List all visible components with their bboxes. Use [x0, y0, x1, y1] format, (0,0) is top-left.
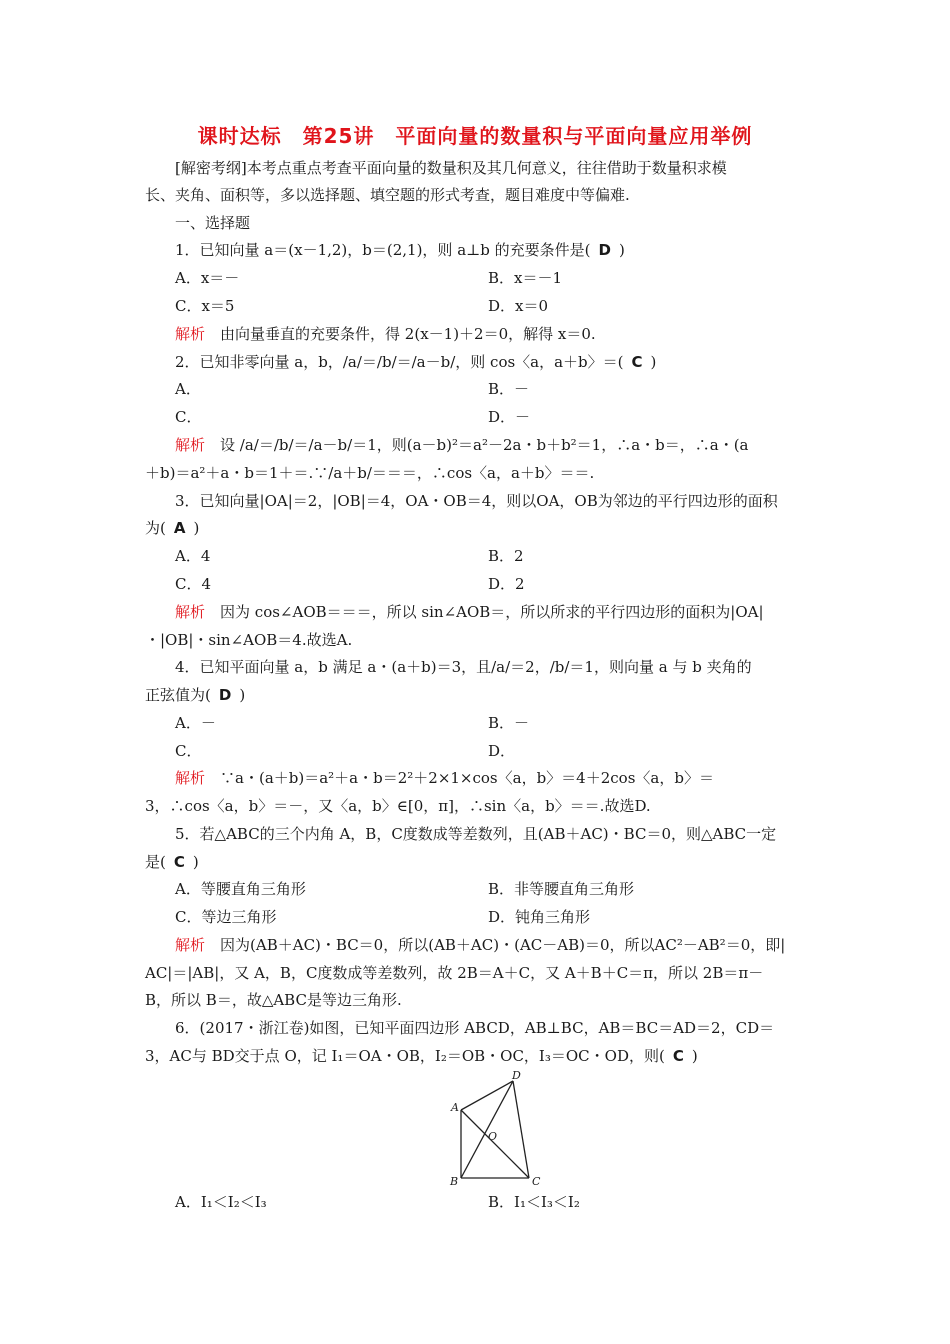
question-3-stem-line-1: 3．已知向量|OA|＝2，|OB|＝4，OA・OB＝4，则以OA，OB为邻边的平行四边形的面积: [175, 492, 778, 510]
q4-analysis: [175, 768, 714, 788]
section-heading: 一、选择题: [175, 214, 251, 232]
q2-option-b: B．－: [488, 380, 530, 398]
edge-dc: [513, 1081, 529, 1178]
q2-analysis: [175, 435, 749, 455]
question-1-text: 1．已知向量 a＝(x－1,2)，b＝(2,1)，则 a⊥b 的充要条件是(: [175, 241, 591, 259]
question-5-paren: ): [192, 853, 199, 871]
question-2-answer: C: [631, 353, 643, 371]
q1-analysis-text: 由向量垂直的充要条件，得 2(x－1)＋2＝0，解得 x＝0.: [220, 325, 596, 343]
question-3-paren: ): [193, 519, 200, 537]
analysis-label: 解析: [175, 769, 206, 787]
question-6-stem-line-2: [145, 1046, 698, 1066]
question-4-stem-line-2: [145, 685, 245, 705]
q4-analysis-line-1: ∵a・(a＋b)＝a²＋a・b＝2²＋2×1×cos〈a，b〉＝4＋2cos〈a，b〉＝: [220, 769, 714, 787]
q2-analysis-line-1: 设 /a/＝/b/＝/a－b/＝1，则(a－b)²＝a²－2a・b＋b²＝1，∴a・b＝，∴a・(a: [220, 436, 749, 454]
question-3-answer: A: [173, 519, 186, 537]
question-5-stem-line-1: 5．若△ABC的三个内角 A，B，C度数成等差数列，且(AB＋AC)・BC＝0，则△ABC一定: [175, 825, 777, 843]
q1-option-c: C．x＝5: [175, 297, 235, 315]
question-4-answer: D: [218, 686, 232, 704]
question-6-stem-line-1: 6．(2017・浙江卷)如图，已知平面四边形 ABCD，AB⊥BC，AB＝BC＝AD＝2，CD＝: [175, 1019, 775, 1037]
q5-analysis: [175, 935, 785, 955]
analysis-label: 解析: [175, 936, 206, 954]
question-2-text: 2．已知非零向量 a，b，/a/＝/b/＝/a－b/，则 cos〈a，a＋b〉＝(: [175, 353, 624, 371]
q5-option-d: D．钝角三角形: [488, 908, 591, 926]
q4-option-c: C．: [175, 742, 202, 760]
question-3-stem-line-2: [145, 518, 199, 538]
q3-analysis-line-2: ・|OB|・sin∠AOB＝4.故选A.: [145, 631, 353, 649]
question-4-paren: ): [239, 686, 246, 704]
diagonal-ac: [461, 1110, 529, 1178]
q3-option-b: B．2: [488, 547, 524, 565]
question-2-paren: ): [650, 353, 657, 371]
q5-option-b: B．非等腰直角三角形: [488, 880, 635, 898]
question-4-stem-line-1: 4．已知平面向量 a，b 满足 a・(a＋b)＝3，且/a/＝2，/b/＝1，则向量 a 与 b 夹角的: [175, 658, 752, 676]
intro-line-1: [解密考纲]本考点重点考查平面向量的数量积及其几何意义，往往借助于数量积求模: [175, 159, 727, 177]
question-6-paren: ): [691, 1047, 698, 1065]
intro-line-2: 长、夹角、面积等，多以选择题、填空题的形式考查，题目难度中等偏难.: [145, 186, 630, 204]
q1-analysis: [175, 324, 596, 344]
q3-option-a: A．4: [175, 547, 211, 565]
q4-option-a: A．－: [175, 714, 216, 732]
q2-option-d: D．－: [488, 408, 531, 426]
question-2-stem: [175, 352, 656, 372]
q5-analysis-line-3: B，所以 B＝，故△ABC是等边三角形.: [145, 991, 402, 1009]
q3-analysis-line-1: 因为 cos∠AOB＝＝＝，所以 sin∠AOB＝，所以所求的平行四边形的面积为|OA|: [220, 603, 764, 621]
label-o: O: [488, 1130, 498, 1143]
label-c: C: [532, 1175, 541, 1188]
q6-option-b: B．I₁＜I₃＜I₂: [488, 1193, 580, 1211]
quadrilateral-figure: [440, 1068, 550, 1190]
q2-option-c: C．: [175, 408, 202, 426]
q3-option-c: C．4: [175, 575, 212, 593]
q2-analysis-line-2: ＋b)＝a²＋a・b＝1＋＝.∵/a＋b/＝＝＝，∴cos〈a，a＋b〉＝＝.: [145, 464, 595, 482]
q5-option-a: A．等腰直角三角形: [175, 880, 306, 898]
q3-analysis: [175, 602, 764, 622]
q1-option-a: A．x＝－: [175, 269, 240, 287]
q3-option-d: D．2: [488, 575, 525, 593]
question-4-text: 正弦值为(: [145, 686, 211, 704]
page-title: 课时达标 第25讲 平面向量的数量积与平面向量应用举例: [197, 124, 753, 148]
label-d: D: [512, 1069, 521, 1082]
q4-option-b: B．－: [488, 714, 530, 732]
question-5-stem-line-2: [145, 852, 199, 872]
question-5-answer: C: [173, 853, 185, 871]
analysis-label: 解析: [175, 325, 206, 343]
question-5-text: 是(: [145, 853, 166, 871]
q1-option-d: D．x＝0: [488, 297, 549, 315]
question-1-paren: ): [618, 241, 625, 259]
label-a: A: [451, 1101, 459, 1114]
label-b: B: [450, 1175, 459, 1188]
q5-analysis-line-1: 因为(AB＋AC)・BC＝0，所以(AB＋AC)・(AC－AB)＝0，所以AC²－AB²＝0，即|: [220, 936, 786, 954]
question-6-answer: C: [672, 1047, 684, 1065]
question-6-text: 3，AC与 BD交于点 O，记 I₁＝OA・OB，I₂＝OB・OC，I₃＝OC・OD，则(: [145, 1047, 665, 1065]
question-1-answer: D: [598, 241, 611, 259]
analysis-label: 解析: [175, 436, 206, 454]
q4-analysis-line-2: 3，∴cos〈a，b〉＝－，又〈a，b〉∈[0，π]，∴sin〈a，b〉＝＝.故选D.: [145, 797, 651, 815]
q1-option-b: B．x＝－1: [488, 269, 563, 287]
q4-option-d: D．: [488, 742, 516, 760]
q5-option-c: C．等边三角形: [175, 908, 277, 926]
question-3-text: 为(: [145, 519, 166, 537]
q5-analysis-line-2: AC|＝|AB|，又 A，B，C度数成等差数列，故 2B＝A＋C，又 A＋B＋C＝π，所以 2B＝π－: [145, 964, 764, 982]
q6-option-a: A．I₁＜I₂＜I₃: [175, 1193, 267, 1211]
question-1-stem: [175, 240, 625, 260]
q2-option-a: A．: [175, 380, 201, 398]
analysis-label: 解析: [175, 603, 206, 621]
